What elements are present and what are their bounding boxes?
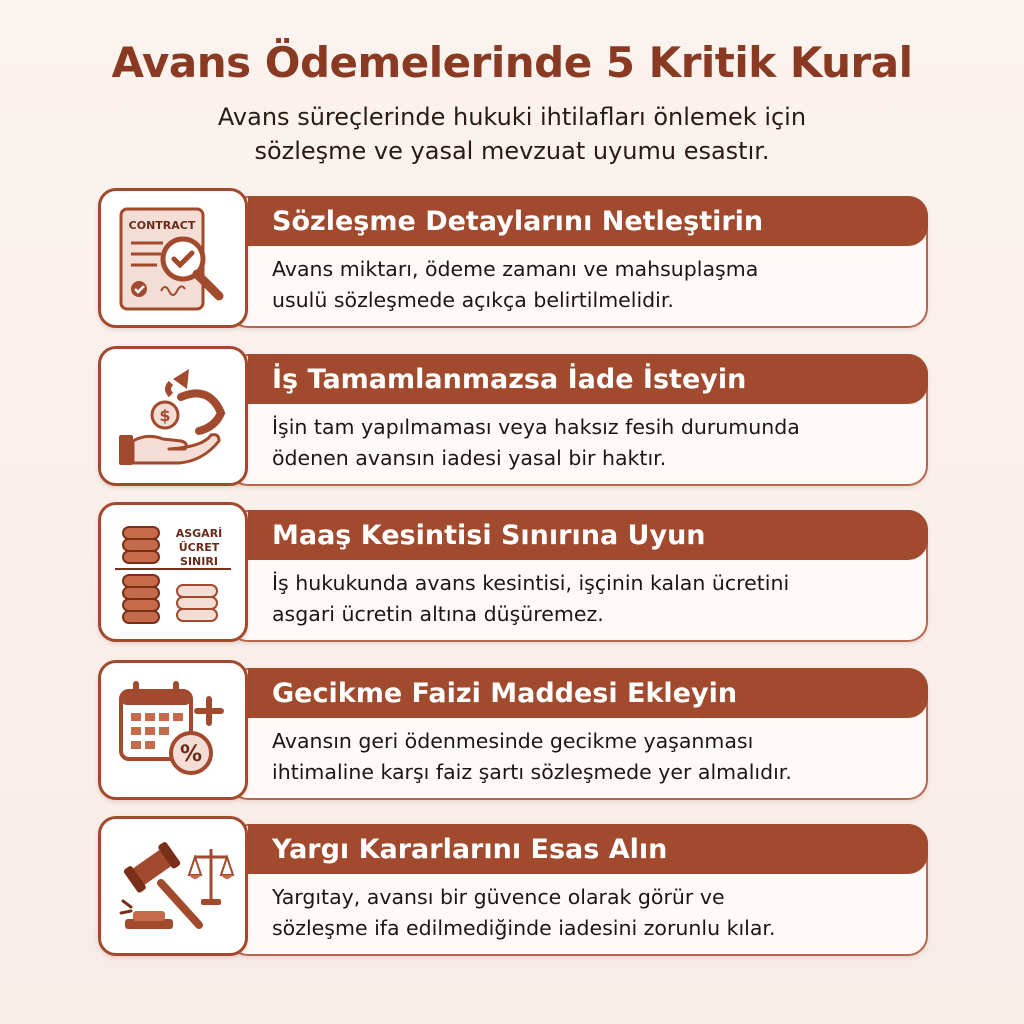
coin-stack-limit-icon xyxy=(111,513,235,631)
page-title: Avans Ödemelerinde 5 Kritik Kural xyxy=(111,38,913,87)
page-subtitle xyxy=(112,100,912,168)
card-description-line: İşin tam yapılmaması veya haksız fesih durumunda xyxy=(272,415,800,439)
card-description-line: usulü sözleşmede açıkça belirtilmelidir. xyxy=(272,288,674,312)
card-heading: İş Tamamlanmazsa İade İsteyin xyxy=(272,364,747,395)
card-icon-box xyxy=(98,188,248,328)
rule-card-refund xyxy=(98,346,928,486)
rule-card-contract xyxy=(98,188,928,328)
card-icon-box xyxy=(98,346,248,486)
limit-label-line-1: ASGARİ xyxy=(175,527,223,540)
card-description-line: ihtimaline karşı faiz şartı sözleşmede yer almalıdır. xyxy=(272,760,792,784)
card-icon-box xyxy=(98,660,248,800)
limit-label-line-2: ÜCRET xyxy=(178,541,220,554)
card-description-line: Avansın geri ödenmesinde gecikme yaşanması xyxy=(272,729,754,753)
card-description-line: ödenen avansın iadesi yasal bir haktır. xyxy=(272,446,667,470)
card-description-line: İş hukukunda avans kesintisi, işçinin kalan ücretini xyxy=(272,571,790,595)
subtitle-line-2: sözleşme ve yasal mevzuat uyumu esastır. xyxy=(254,137,770,165)
card-description xyxy=(272,412,912,474)
rule-card-late-interest xyxy=(98,660,928,800)
card-description xyxy=(272,882,912,944)
dollar-sign: $ xyxy=(159,406,171,425)
rule-card-salary-limit xyxy=(98,502,928,642)
contract-magnifier-icon xyxy=(111,199,235,317)
card-description-line: asgari ücretin altına düşüremez. xyxy=(272,602,604,626)
contract-label: CONTRACT xyxy=(128,219,196,232)
card-description-line: Yargıtay, avansı bir güvence olarak görür ve xyxy=(272,885,725,909)
card-heading: Yargı Kararlarını Esas Alın xyxy=(272,834,668,865)
calendar-percent-icon xyxy=(111,671,235,789)
card-icon-box xyxy=(98,816,248,956)
card-heading: Gecikme Faizi Maddesi Ekleyin xyxy=(272,678,738,709)
card-heading: Maaş Kesintisi Sınırına Uyun xyxy=(272,520,706,551)
card-heading: Sözleşme Detaylarını Netleştirin xyxy=(272,206,764,237)
card-description xyxy=(272,726,912,788)
card-description xyxy=(272,568,912,630)
limit-label-line-3: SINIRI xyxy=(180,555,218,568)
subtitle-line-1: Avans süreçlerinde hukuki ihtilafları önlemek için xyxy=(217,103,807,131)
rule-card-court-decisions xyxy=(98,816,928,956)
card-description-line: Avans miktarı, ödeme zamanı ve mahsuplaşma xyxy=(272,257,759,281)
card-description-line: sözleşme ifa edilmediğinde iadesini zorunlu kılar. xyxy=(272,916,776,940)
gavel-scales-icon xyxy=(111,827,235,945)
card-icon-box xyxy=(98,502,248,642)
refund-hand-icon xyxy=(111,357,235,475)
card-description xyxy=(272,254,912,316)
percent-sign: % xyxy=(179,742,203,767)
